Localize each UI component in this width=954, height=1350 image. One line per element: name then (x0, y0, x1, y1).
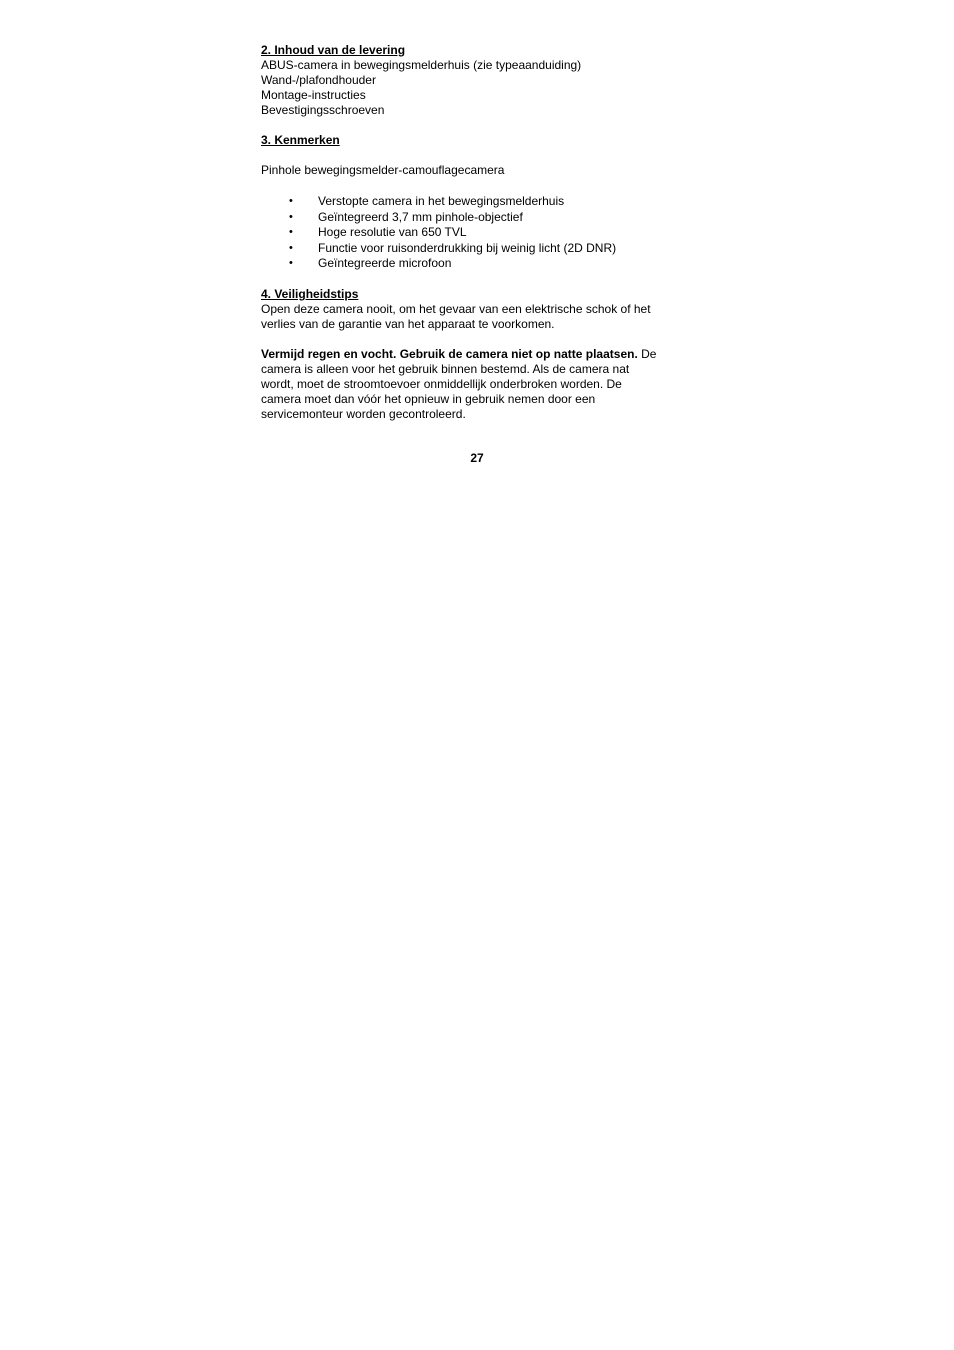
delivery-item: Bevestigingsschroeven (261, 103, 385, 117)
safety-paragraph-1 (261, 302, 691, 332)
delivery-item: Wand-/plafondhouder (261, 73, 376, 87)
section-heading-features: 3. Kenmerken (261, 133, 340, 147)
section-features (261, 133, 701, 272)
spacer (261, 332, 701, 347)
paragraph-line: verlies van de garantie van het apparaat te voorkomen. (261, 316, 555, 331)
list-item (261, 194, 701, 210)
feature-text: Geïntegreerd 3,7 mm pinhole-objectief (318, 209, 523, 224)
features-list (261, 194, 701, 272)
delivery-item: ABUS-camera in bewegingsmelderhuis (zie typeaanduiding) (261, 58, 582, 72)
bullet-icon: • (289, 210, 293, 223)
feature-text: Verstopte camera in het bewegingsmelderhuis (318, 194, 565, 208)
bullet-icon: • (289, 195, 293, 207)
paragraph-text: De (637, 346, 657, 361)
paragraph-line: camera moet dan vóór het opnieuw in gebruik nemen door een (261, 391, 596, 406)
manual-page-content (261, 43, 701, 422)
list-item (261, 241, 701, 257)
bullet-icon: • (289, 257, 293, 270)
section-heading-delivery: 2. Inhoud van de levering (261, 43, 406, 57)
list-item (261, 256, 701, 272)
section-heading-safety: 4. Veiligheidstips (261, 286, 359, 301)
delivery-item: Montage-instructies (261, 88, 366, 102)
spacer (261, 118, 701, 133)
feature-text: Functie voor ruisonderdrukking bij weinig licht (2D DNR) (318, 240, 617, 255)
page-number: 27 (470, 451, 484, 465)
bullet-icon: • (289, 241, 293, 254)
list-item (261, 225, 701, 241)
features-intro: Pinhole bewegingsmelder-camouflagecamera (261, 163, 505, 177)
safety-warning-bold: Vermijd regen en vocht. Gebruik de camera niet op natte plaatsen. (261, 346, 638, 361)
bullet-icon: • (289, 226, 293, 239)
paragraph-line (261, 347, 691, 362)
list-item (261, 210, 701, 226)
paragraph-line: Open deze camera nooit, om het gevaar van een elektrische schok of het (261, 301, 651, 316)
feature-text: Geïntegreerde microfoon (318, 256, 452, 271)
feature-text: Hoge resolutie van 650 TVL (318, 225, 467, 240)
paragraph-line: wordt, moet de stroomtoevoer onmiddellijk onderbroken worden. De (261, 376, 622, 391)
paragraph-line: camera is alleen voor het gebruik binnen bestemd. Als de camera nat (261, 361, 630, 376)
spacer (261, 148, 701, 163)
section-safety-tips (261, 287, 701, 422)
paragraph-line: servicemonteur worden gecontroleerd. (261, 406, 466, 421)
safety-paragraph-2 (261, 347, 691, 422)
section-delivery-contents (261, 43, 701, 118)
spacer (261, 178, 701, 194)
spacer (261, 272, 701, 287)
